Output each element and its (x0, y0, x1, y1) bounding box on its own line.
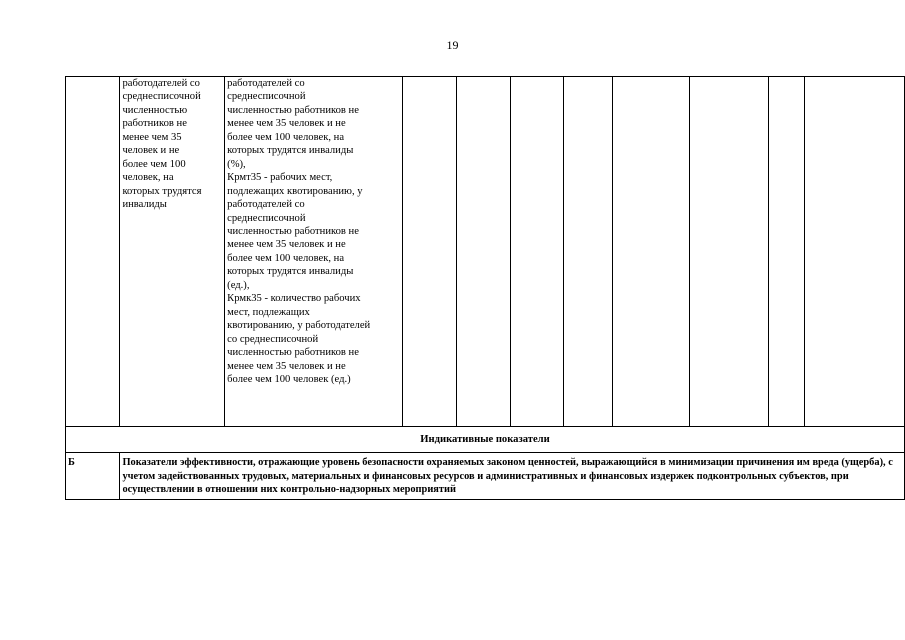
section-b-code: Б (66, 453, 120, 500)
table-cell-empty (402, 77, 457, 427)
table-cell-number (66, 77, 120, 427)
section-heading: Индикативные показатели (66, 427, 905, 453)
table-cell-formula: работодателей со среднесписочной численностью работников не менее чем 35 человек и не более чем 100 человек, на которых трудятся инвалиды (%), Крмт35 - рабочих мест, подлежащих квотированию, у работодателей со среднесписочной численностью работников не менее чем 35 человек и не более чем 100 человек, на которых трудятся инвалиды (ед.), Крмк35 - количество рабочих мест, подлежащих квотированию, у работодателей со среднесписочной численностью работников не менее чем 35 человек и не более чем 100 человек (ед.) (225, 77, 402, 427)
page-number: 19 (446, 38, 459, 52)
table-row (66, 77, 905, 427)
section-b-row (66, 453, 905, 500)
table-cell-empty (804, 77, 904, 427)
section-heading-row (66, 427, 905, 453)
table-cell-empty (564, 77, 613, 427)
section-b-text: Показатели эффективности, отражающие уровень безопасности охраняемых законом ценностей, выражающийся в минимизации причинения им вреда (ущерба), с учетом задействованных трудовых, материальных и финансовых ресурсов и административных и финансовых издержек подконтрольных субъектов, при осуществлении в отношении них контрольно-надзорных мероприятий (120, 453, 905, 500)
table-cell-empty (457, 77, 511, 427)
table-cell-indicator-name: работодателей со среднесписочной численностью работников не менее чем 35 человек и не более чем 100 человек, на которых трудятся инвалиды (120, 77, 225, 427)
indicators-table (65, 76, 905, 500)
table-cell-empty (689, 77, 768, 427)
table-cell-empty (511, 77, 564, 427)
table-cell-empty (768, 77, 804, 427)
table-cell-empty (613, 77, 689, 427)
